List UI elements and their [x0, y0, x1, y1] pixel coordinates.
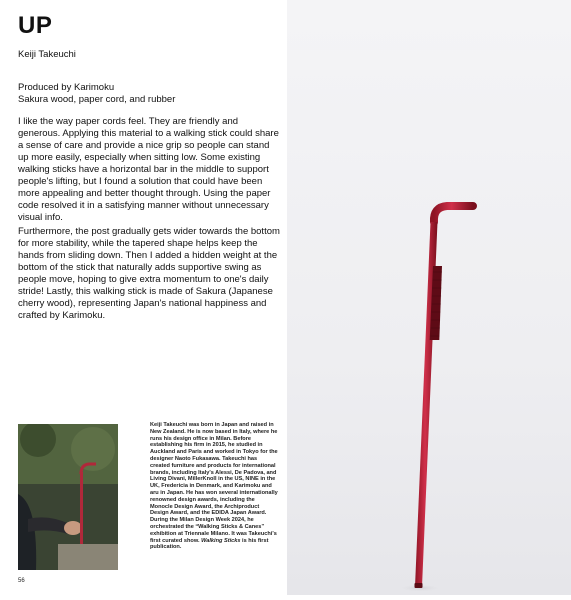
materials-line: Sakura wood, paper cord, and rubber: [18, 94, 176, 105]
designer-photo: [18, 424, 118, 570]
page-title: UP: [18, 12, 53, 39]
body-paragraph-1: I like the way paper cords feel. They are friendly and generous. Applying this material to a walking stick could share a sense of care and provide a nice grip so people can stand up more easily, especially when sitting low. Some existing walking sticks have a horizontal bar in the middle to support people's lifting, but I found a solution that could have been more appealing and better thought through. Using the paper code resolved it in a satisfying manner without unnecessary visual info.: [18, 116, 279, 223]
bio-text: Keiji Takeuchi was born in Japan and raised in New Zealand. He is now based in Italy, where he runs his design office in Milan. Before establishing his firm in 2015, he studied in Auckland and Paris and worked in Tokyo for the designer Naoto Fukasawa. Takeuchi has created furniture and products for international brands, including Italy's Alessi, De Padova, and Living Divani, MillerKnoll in the US, NINE in the UK, Fredericia in Denmark, and Karimoku and aru in Japan. He has won several internationally renowned design awards, including the Monocle Design Award, the Archiproduct Design Award, and the EDIDA Japan Award. During the Milan Design Week 2024, he orchestrated the “Walking Sticks & Canes” exhibition at Triennale Milano. It was Takeuchi's first curated show.: [150, 422, 278, 544]
designer-bio: [150, 422, 278, 551]
producer-line: Produced by Karimoku: [18, 82, 115, 93]
page-number: 56: [18, 578, 25, 584]
bio-text-end: is his first publication.: [150, 537, 269, 551]
designer-name: Keiji Takeuchi: [18, 49, 76, 60]
product-credits: [18, 82, 175, 106]
designer-photo-illustration: [18, 424, 118, 570]
walking-stick-illustration: [287, 0, 571, 595]
bio-book-title: Walking Sticks: [201, 537, 241, 544]
text-page: [0, 0, 287, 595]
product-photo: [287, 0, 571, 595]
body-paragraph-2: Furthermore, the post gradually gets wider towards the bottom for more stability, while the tapered shape helps keep the hands from sliding down. Then I added a hidden weight at the bottom of the stick that naturally adds supportive swing as people move, hoping to give extra momentum to one's daily stride! Lastly, this walking stick is made of Sakura (Japanese cherry wood), representing Japan's national happiness and crafted by Karimoku.: [18, 226, 280, 321]
